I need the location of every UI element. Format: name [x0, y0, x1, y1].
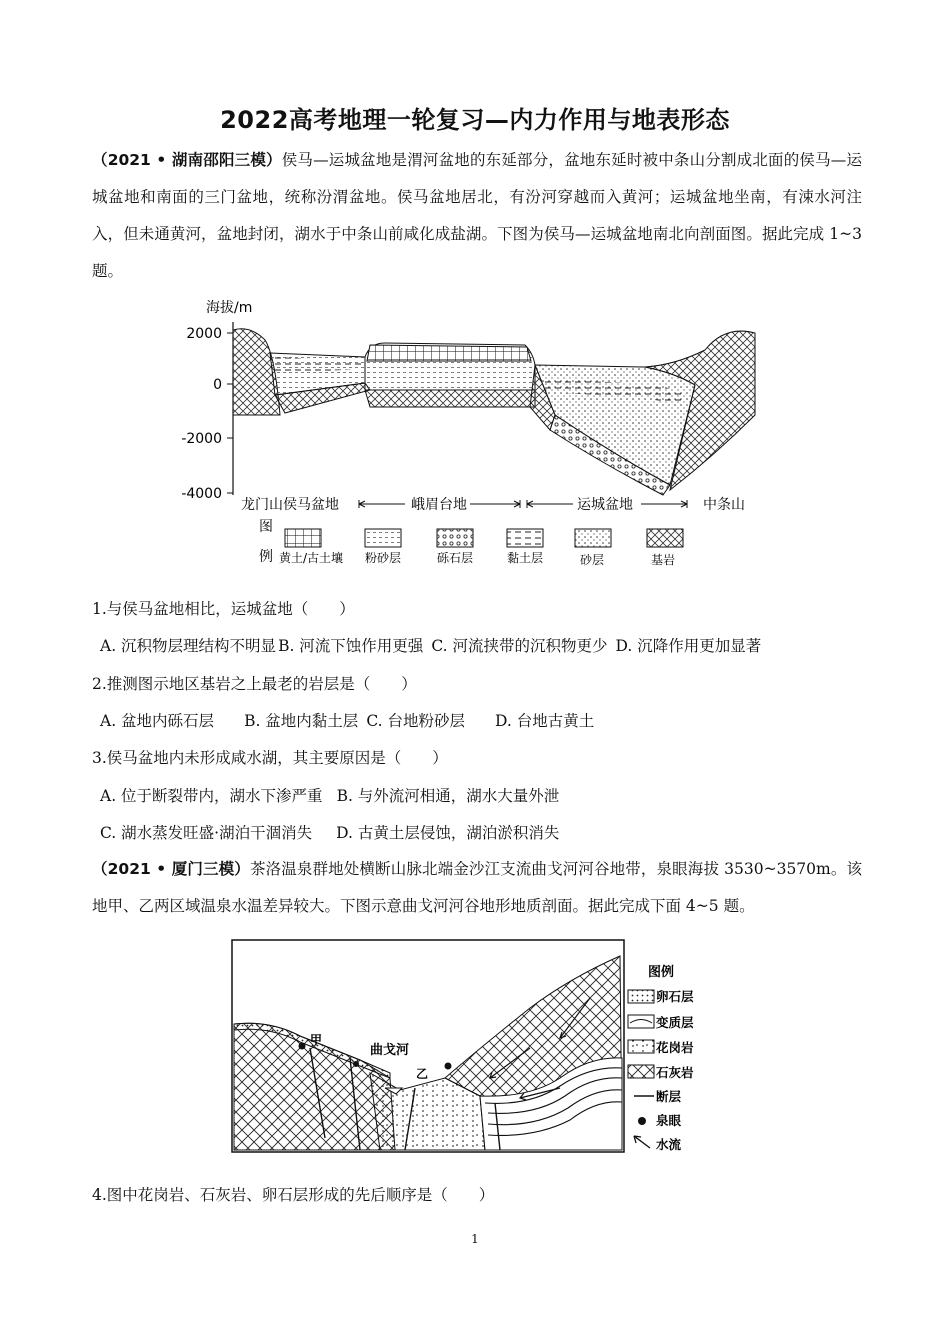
- legend-swatch: [507, 529, 543, 547]
- q2-options: [100, 709, 604, 731]
- q3-options-row1: [100, 784, 569, 806]
- passage-1-text: 侯马—运城盆地是渭河盆地的东延部分，盆地东延时被中条山分割成北面的侯马—运城盆地和南面的三门盆地，统称汾渭盆地。侯马盆地居北，有汾河穿越而入黄河；运城盆地坐南，有涑水河注入，但未通黄河，盆地封闭，湖水于中条山前咸化成盐湖。下图为侯马—运城盆地南北向剖面图。据此完成 1~3 题。: [92, 151, 862, 280]
- passage-2-source: （2021 • 厦门三模）: [92, 860, 250, 878]
- spring-icon: [638, 1117, 646, 1125]
- label-jia: 甲: [310, 1033, 323, 1047]
- region-label: 峨眉台地: [411, 497, 467, 513]
- page-number: 1: [471, 1232, 479, 1246]
- q1-stem: 1.与侯马盆地相比，运城盆地（ ）: [92, 600, 355, 618]
- option: A. 盆地内砾石层: [100, 712, 215, 730]
- figure-2-valley-section: [230, 938, 720, 1158]
- legend-label: 水流: [656, 1137, 682, 1152]
- tick-label: -2000: [181, 431, 222, 447]
- option: B. 与外流河相通，湖水大量外泄: [336, 787, 560, 805]
- option: C. 湖水蒸发旺盛·湖泊干涸消失: [100, 824, 313, 842]
- q3-stem: 3.侯马盆地内未形成咸水湖，其主要原因是（ ）: [92, 749, 448, 767]
- option: D. 古黄土层侵蚀，湖泊淤积消失: [336, 824, 560, 842]
- option: B. 盆地内黏土层: [244, 712, 359, 730]
- legend-label: 变质层: [656, 1015, 694, 1030]
- option: B. 河流下蚀作用更强: [278, 637, 424, 655]
- passage-1-source: （2021 • 湖南邵阳三模）: [92, 151, 282, 169]
- legend-title: 例: [259, 549, 273, 565]
- legend-label: 砾石层: [437, 551, 474, 565]
- option: A. 沉积物层理结构不明显: [100, 637, 277, 655]
- loess-cap: [367, 345, 531, 361]
- option: C. 台地粉砂层: [366, 712, 465, 730]
- legend-swatch: [628, 1040, 654, 1053]
- legend-swatch: [647, 529, 683, 547]
- legend-label: 石灰岩: [656, 1065, 694, 1080]
- legend-swatch: [628, 990, 654, 1003]
- q1-options: [100, 634, 771, 656]
- legend-label: 卵石层: [656, 989, 694, 1004]
- option: D. 台地古黄土: [494, 712, 595, 730]
- figure-1-cross-section: [175, 295, 775, 575]
- spring-icon: [445, 1063, 452, 1070]
- legend-label: 基岩: [651, 553, 676, 567]
- legend-swatch: [575, 529, 611, 547]
- label-yi: 乙: [416, 1067, 429, 1081]
- page-title: 2022高考地理一轮复习—内力作用与地表形态: [220, 106, 730, 134]
- legend-label: 花岗岩: [656, 1040, 694, 1055]
- option: D. 沉降作用更加显著: [615, 637, 762, 655]
- tick-label: 0: [213, 377, 222, 393]
- legend-swatch: [365, 529, 401, 547]
- legend-label: 砂层: [580, 553, 605, 567]
- legend-label: 黄土/古土壤: [279, 551, 344, 565]
- legend-label: 粉砂层: [365, 551, 402, 565]
- passage-1: [92, 142, 862, 290]
- passage-2: [92, 851, 862, 925]
- legend-title: 图例: [648, 965, 675, 980]
- q2-stem: 2.推测图示地区基岩之上最老的岩层是（ ）: [92, 675, 417, 693]
- spring-icon: [353, 1061, 359, 1067]
- q3-options-row2: [100, 821, 569, 843]
- option: C. 河流挟带的沉积物更少: [431, 637, 608, 655]
- legend-title: 图: [259, 519, 273, 535]
- tick-label: 2000: [186, 326, 222, 342]
- option: A. 位于断裂带内，湖水下渗严重: [100, 787, 323, 805]
- flow-arrow-icon: [634, 1136, 650, 1148]
- legend-label: 泉眼: [656, 1113, 682, 1128]
- legend-swatch: [628, 1065, 654, 1078]
- y-axis-label: 海拔/m: [206, 300, 253, 316]
- region-label: 龙门山侯马盆地: [241, 497, 339, 513]
- river-label: 曲戈河: [370, 1043, 410, 1058]
- legend-label: 断层: [656, 1089, 682, 1104]
- legend-swatch: [285, 529, 321, 547]
- passage-2-text: 茶洛温泉群地处横断山脉北端金沙江支流曲戈河河谷地带，泉眼海拔 3530~3570m。该地甲、乙两区域温泉水温差异较大。下图示意曲戈河河谷地形地质剖面。据此完成下面 4~5 题。: [92, 860, 863, 915]
- q4-stem: 4.图中花岗岩、石灰岩、卵石层形成的先后顺序是（ ）: [92, 1186, 495, 1204]
- legend-label: 黏土层: [507, 551, 544, 565]
- region-label: 中条山: [703, 497, 745, 513]
- tick-label: -4000: [181, 486, 222, 502]
- legend-swatch: [437, 529, 473, 547]
- region-label: 运城盆地: [577, 497, 633, 513]
- spring-icon: [299, 1043, 306, 1050]
